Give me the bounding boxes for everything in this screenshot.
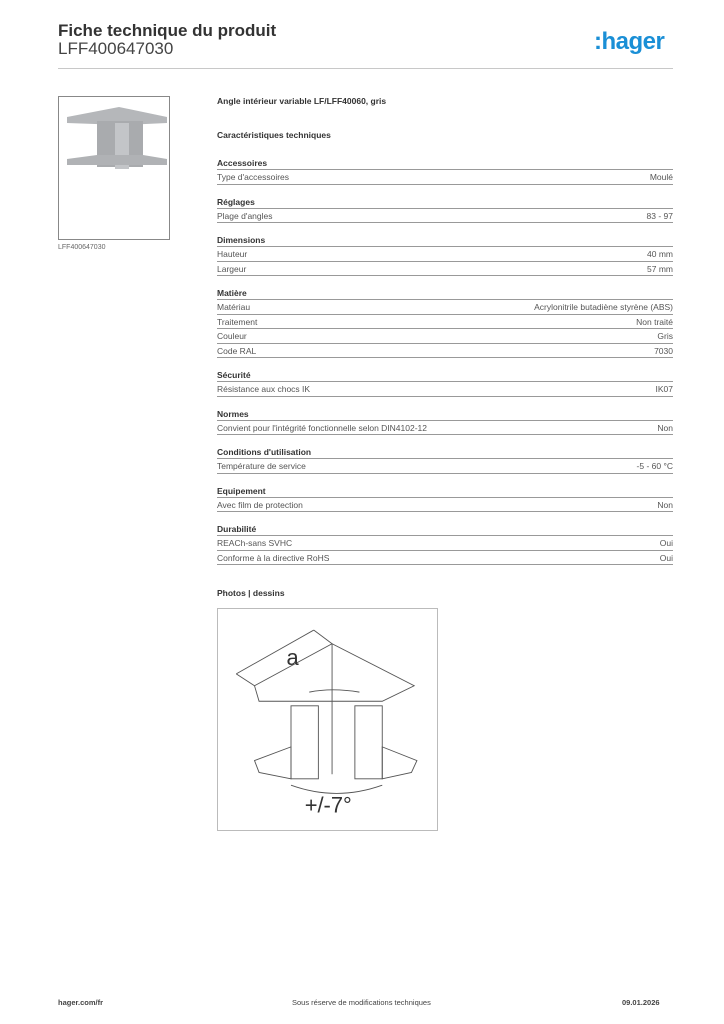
section-heading: Equipement <box>217 484 673 498</box>
footer-website[interactable]: hager.com/fr <box>58 998 104 1007</box>
spec-section <box>217 195 673 224</box>
section-heading: Dimensions <box>217 233 673 247</box>
spec-row <box>217 459 673 474</box>
spec-value: Non traité <box>636 316 673 327</box>
spec-row <box>217 329 673 344</box>
spec-value: Acrylonitrile butadiène styrène (ABS) <box>534 302 673 312</box>
spec-label: Plage d'angles <box>217 210 273 221</box>
footer-notice: Sous réserve de modifications techniques <box>292 998 431 1007</box>
spec-row <box>217 315 673 330</box>
spec-label: Avec film de protection <box>217 499 303 510</box>
spec-value: Non <box>657 499 673 510</box>
section-heading: Matière <box>217 286 673 300</box>
spec-value: Oui <box>659 552 673 563</box>
footer-date: 09.01.2026 <box>622 998 660 1007</box>
spec-row <box>217 536 673 551</box>
dimension-label-a: a <box>286 644 299 670</box>
spec-label: Traitement <box>217 316 258 327</box>
spec-label: Code RAL <box>217 345 257 356</box>
page-title: Fiche technique du produit <box>58 21 277 40</box>
technical-drawing <box>217 608 438 831</box>
spec-value: 40 mm <box>647 249 673 259</box>
spec-section <box>217 368 673 397</box>
spec-row <box>217 262 673 277</box>
spec-row <box>217 421 673 436</box>
photos-heading: Photos | dessins <box>217 588 285 598</box>
spec-label: Largeur <box>217 263 247 274</box>
spec-section <box>217 233 673 276</box>
spec-value: 83 - 97 <box>646 210 673 221</box>
spec-label: Type d'accessoires <box>217 172 290 182</box>
spec-row <box>217 300 673 315</box>
spec-section <box>217 156 673 185</box>
spec-value: Oui <box>659 538 673 548</box>
spec-value: 57 mm <box>647 263 673 274</box>
header-divider <box>58 68 673 69</box>
characteristics-panel <box>217 96 673 575</box>
spec-section <box>217 286 673 358</box>
spec-row <box>217 247 673 262</box>
spec-label: Hauteur <box>217 249 248 259</box>
spec-section <box>217 445 673 474</box>
section-heading: Réglages <box>217 195 673 209</box>
spec-row <box>217 551 673 566</box>
spec-row <box>217 382 673 397</box>
section-heading: Normes <box>217 407 673 421</box>
spec-row <box>217 344 673 359</box>
spec-label: Conforme à la directive RoHS <box>217 552 330 563</box>
spec-value: 7030 <box>654 345 673 356</box>
spec-value: Non <box>657 422 673 433</box>
spec-label: Convient pour l'intégrité fonctionnelle selon DIN4102-12 <box>217 422 428 433</box>
spec-label: Résistance aux chocs IK <box>217 384 311 394</box>
spec-row <box>217 170 673 185</box>
characteristics-heading: Caractéristiques techniques <box>217 130 331 140</box>
product-image <box>58 96 170 240</box>
spec-value: IK07 <box>655 384 673 394</box>
spec-label: Couleur <box>217 331 247 341</box>
section-heading: Accessoires <box>217 156 673 170</box>
spec-value: -5 - 60 °C <box>636 461 673 471</box>
spec-row <box>217 209 673 224</box>
spec-value: Gris <box>657 331 673 341</box>
section-heading: Sécurité <box>217 368 673 382</box>
section-heading: Conditions d'utilisation <box>217 445 673 459</box>
spec-label: Matériau <box>217 302 251 312</box>
section-heading: Durabilité <box>217 522 673 536</box>
spec-value: Moulé <box>649 172 673 182</box>
angle-label: +/-7° <box>304 792 352 818</box>
product-code: LFF400647030 <box>58 39 174 58</box>
spec-section <box>217 407 673 436</box>
spec-section <box>217 484 673 513</box>
image-caption: LFF400647030 <box>58 244 106 251</box>
spec-section <box>217 522 673 565</box>
hager-logo: :hager <box>594 28 665 55</box>
product-name: Angle intérieur variable LF/LFF40060, gris <box>217 96 387 106</box>
spec-label: Température de service <box>217 461 306 471</box>
spec-row <box>217 498 673 513</box>
spec-label: REACh-sans SVHC <box>217 538 293 548</box>
